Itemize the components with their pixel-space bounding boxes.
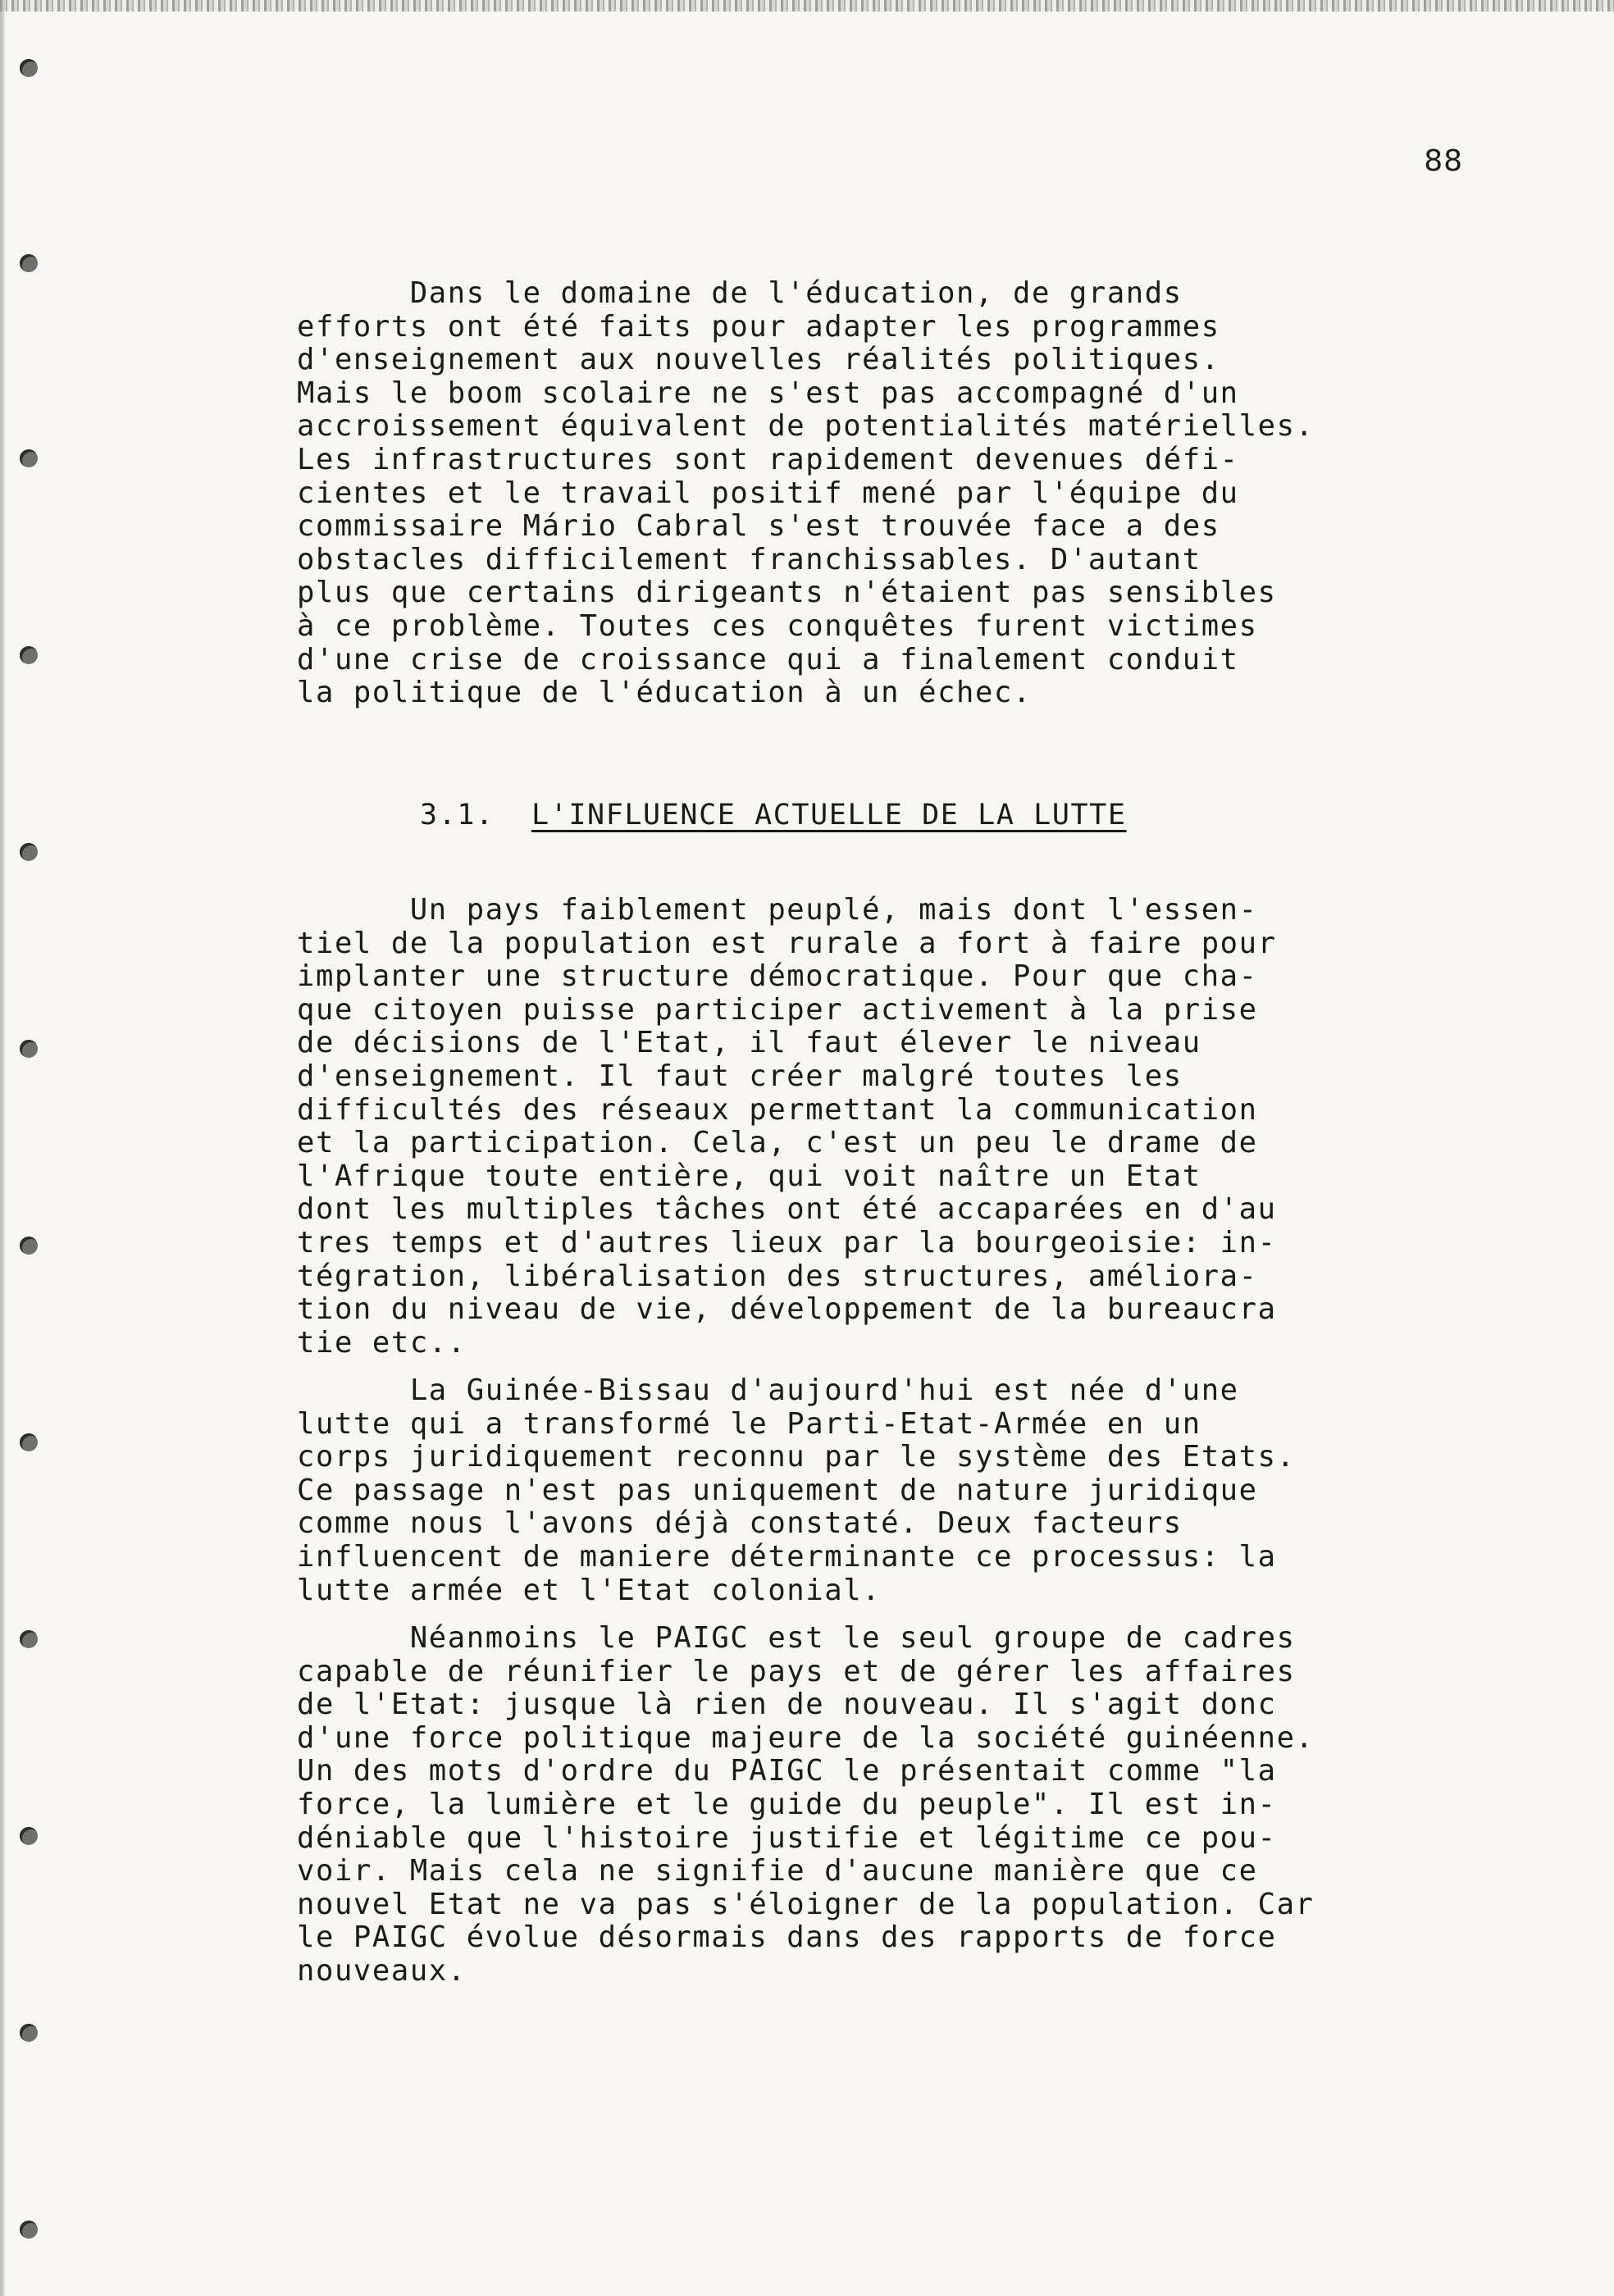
text-line: plus que certains dirigeants n'étaient pas sensibles [297,576,1277,610]
punch-hole-icon [20,2221,38,2239]
punch-hole-icon [20,1040,38,1058]
punch-hole-icon [20,59,38,77]
punch-hole-icon [20,2024,38,2042]
text-line: difficultés des réseaux permettant la communication [297,1092,1258,1127]
text-line: dont les multiples tâches ont été accaparées en d'au [297,1192,1277,1227]
text-line: tiel de la population est rurale a fort à faire pour [297,926,1277,960]
text-line: nouveaux. [297,1953,467,1988]
section-number: 3.1. [420,799,495,831]
text-line: voir. Mais cela ne signifie d'aucune manière que ce [297,1854,1258,1888]
text-line: Mais le boom scolaire ne s'est pas accompagné d'un [297,376,1239,410]
text-line: obstacles difficilement franchissables. D'autant [297,542,1201,576]
text-line: tres temps et d'autres lieux par la bourgeoisie: in- [297,1225,1277,1260]
text-line: et la participation. Cela, c'est un peu le drame de [297,1126,1258,1160]
text-line: corps juridiquement reconnu par le système des Etats. [297,1440,1296,1474]
text-line: que citoyen puisse participer activement à la prise [297,992,1258,1027]
text-line: lutte qui a transformé le Parti-Etat-Armée en un [297,1406,1201,1441]
text-line: déniable que l'histoire justifie et légitime ce pou- [297,1820,1277,1855]
page-number: 88 [1424,144,1463,178]
section-heading [420,799,1127,831]
text-line: commissaire Mário Cabral s'est trouvée face a des [297,509,1220,544]
section-title: L'INFLUENCE ACTUELLE DE LA LUTTE [531,799,1127,831]
text-line: Dans le domaine de l'éducation, de grands [297,276,1183,310]
paragraph-democracy [297,894,1277,1360]
scan-left-edge [0,0,5,2296]
punch-hole-icon [20,254,38,272]
text-line: tion du niveau de vie, développement de la bureaucra [297,1292,1277,1327]
text-line: nouvel Etat ne va pas s'éloigner de la population. Car [297,1887,1315,1921]
punch-hole-icon [20,1237,38,1255]
text-line: Un pays faiblement peuplé, mais dont l'essen- [297,893,1258,927]
text-line: cientes et le travail positif mené par l'équipe du [297,476,1239,510]
paragraph-guinea-bissau [297,1374,1296,1607]
punch-hole-icon [20,1630,38,1648]
text-line: tie etc.. [297,1325,467,1360]
text-line: lutte armée et l'Etat colonial. [297,1573,882,1607]
punch-hole-icon [20,1433,38,1451]
text-line: la politique de l'éducation à un échec. [297,676,1032,710]
text-line: Les infrastructures sont rapidement devenues défi- [297,442,1239,476]
text-line: à ce problème. Toutes ces conquêtes furent victimes [297,608,1258,643]
text-line: d'enseignement. Il faut créer malgré toutes les [297,1059,1183,1093]
text-line: accroissement équivalent de potentialités matérielles. [297,409,1315,444]
text-line: implanter une structure démocratique. Pour que cha- [297,959,1258,994]
text-line: Ce passage n'est pas uniquement de nature juridique [297,1473,1258,1507]
punch-hole-icon [20,646,38,664]
text-line: efforts ont été faits pour adapter les programmes [297,309,1220,344]
text-line: La Guinée-Bissau d'aujourd'hui est née d'une [297,1374,1239,1407]
text-line: force, la lumière et le guide du peuple". Il est in- [297,1787,1277,1821]
paragraph-education [297,277,1315,710]
text-line: tégration, libéralisation des structures, améliora- [297,1259,1258,1293]
text-line: d'enseignement aux nouvelles réalités politiques. [297,343,1220,377]
text-line: influencent de maniere déterminante ce processus: la [297,1539,1277,1574]
text-line: de décisions de l'Etat, il faut élever le niveau [297,1026,1201,1060]
text-line: le PAIGC évolue désormais dans des rapports de force [297,1920,1277,1955]
text-line: Néanmoins le PAIGC est le seul groupe de cadres [297,1621,1296,1655]
text-line: d'une crise de croissance qui a finalement conduit [297,642,1239,676]
punch-hole-icon [20,843,38,861]
text-line: Un des mots d'ordre du PAIGC le présentait comme "la [297,1754,1277,1788]
text-line: de l'Etat: jusque là rien de nouveau. Il s'agit donc [297,1688,1277,1722]
text-line: capable de réunifier le pays et de gérer les affaires [297,1654,1296,1688]
text-line: d'une force politique majeure de la société guinéenne. [297,1720,1315,1755]
scan-top-edge [0,0,1614,11]
punch-hole-icon [20,449,38,467]
text-line: comme nous l'avons déjà constaté. Deux facteurs [297,1506,1183,1541]
text-line: l'Afrique toute entière, qui voit naître un Etat [297,1159,1201,1193]
paragraph-paigc [297,1622,1315,1988]
punch-hole-icon [20,1827,38,1845]
